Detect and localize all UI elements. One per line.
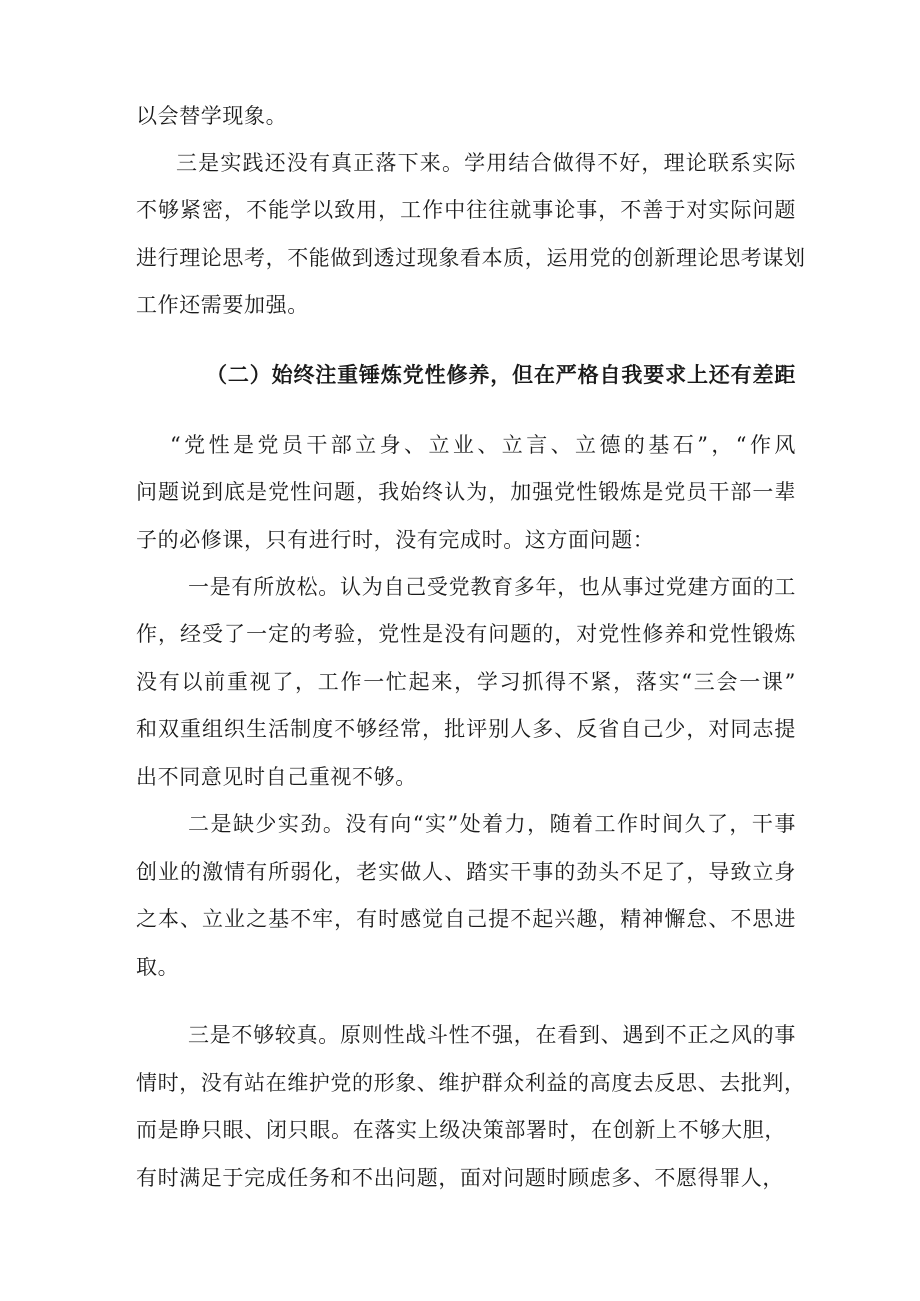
text-line: 和双重组织生活制度不够经常，批评别人多、反省自己少，对同志提 xyxy=(136,717,796,741)
text-line: 工作还需要加强。 xyxy=(136,293,309,317)
text-line: 以会替学现象。 xyxy=(136,104,288,128)
text-line: 情时，没有站在维护党的形象、维护群众利益的高度去反思、去批判， xyxy=(136,1071,806,1095)
text-line: 而是睁只眼、闭只眼。在落实上级决策部署时，在创新上不够大胆， xyxy=(136,1118,786,1142)
text-line: 三是不够较真。原则性战斗性不强，在看到、遇到不正之风的事 xyxy=(188,1023,796,1047)
text-line: 进行理论思考，不能做到透过现象看本质，运用党的创新理论思考谋划 xyxy=(136,246,806,270)
text-line: 出不同意见时自己重视不够。 xyxy=(136,765,417,789)
text-line: 没有以前重视了，工作一忙起来，学习抓得不紧，落实“三会一课” xyxy=(136,670,796,694)
text-line: 取。 xyxy=(136,955,180,979)
section-heading: （二）始终注重锤炼党性修养，但在严格自我要求上还有差距 xyxy=(206,363,796,387)
text-line: 子的必修课，只有进行时，没有完成时。这方面问题： xyxy=(136,528,655,552)
text-line: “党性是党员干部立身、立业、立言、立德的基石”，“作风 xyxy=(170,433,796,457)
text-line: 创业的激情有所弱化，老实做人、踏实干事的劲头不足了，导致立身 xyxy=(136,860,796,884)
text-line: 有时满足于完成任务和不出问题，面对问题时顾虑多、不愿得罪人， xyxy=(136,1166,784,1190)
text-line: 之本、立业之基不牢，有时感觉自己提不起兴趣，精神懈怠、不思进 xyxy=(136,907,796,931)
text-line: 问题说到底是党性问题，我始终认为，加强党性锻炼是党员干部一辈 xyxy=(136,480,796,504)
text-line: 不够紧密，不能学以致用，工作中往往就事论事，不善于对实际问题 xyxy=(136,198,796,222)
text-line: 一是有所放松。认为自己受党教育多年，也从事过党建方面的工 xyxy=(188,575,796,599)
text-line: 二是缺少实劲。没有向“实”处着力，随着工作时间久了，干事 xyxy=(188,812,796,836)
text-line: 三是实践还没有真正落下来。学用结合做得不好，理论联系实际 xyxy=(176,151,796,175)
text-line: 作，经受了一定的考验，党性是没有问题的，对党性修养和党性锻炼 xyxy=(136,622,796,646)
